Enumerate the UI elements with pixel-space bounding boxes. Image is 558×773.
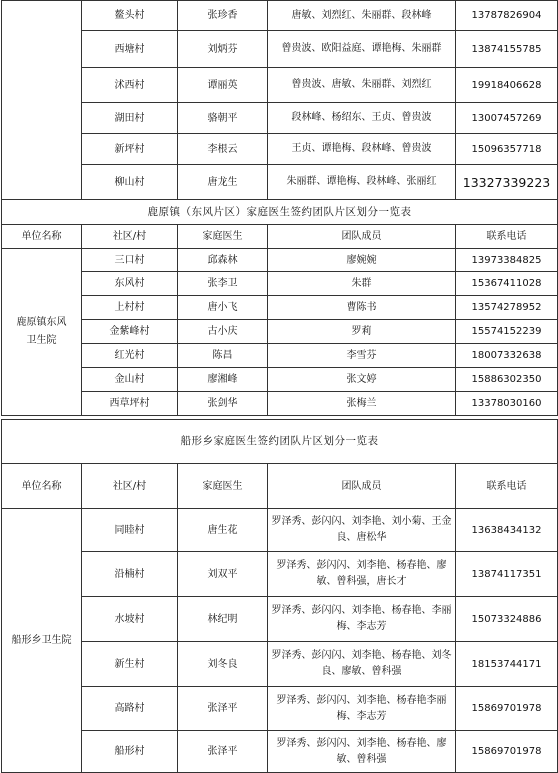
unit-cell-empty <box>2 1 82 200</box>
village-cell: 高路村 <box>82 687 178 731</box>
doctor-cell: 张剑华 <box>178 392 268 416</box>
header-doctor: 家庭医生 <box>178 225 268 249</box>
phone-cell: 13973384825 <box>456 249 558 272</box>
village-cell: 鳌头村 <box>82 1 178 31</box>
members-cell: 曹陈书 <box>268 296 456 320</box>
members-cell: 罗泽秀、彭闪闪、刘李艳、杨春艳、廖敏、曾科强，唐长才 <box>268 552 456 597</box>
village-cell: 上村村 <box>82 296 178 320</box>
doctor-cell: 林纪明 <box>178 597 268 642</box>
members-cell: 曾贵波、欧阳益庭、谭艳梅、朱丽群 <box>268 31 456 68</box>
unit-name-cell <box>2 249 82 416</box>
table-row <box>2 249 558 272</box>
members-cell: 罗泽秀、彭闪闪、刘李艳、杨春艳、李丽梅、李志芳 <box>268 597 456 642</box>
village-cell: 西草坪村 <box>82 392 178 416</box>
table-row <box>2 642 558 687</box>
phone-cell: 15869701978 <box>456 687 558 731</box>
village-cell: 沿楠村 <box>82 552 178 597</box>
members-cell: 罗泽秀、彭闪闪、刘李艳、杨春艳、廖敏、曾科强 <box>268 731 456 773</box>
village-cell: 西塘村 <box>82 31 178 68</box>
table-section-3 <box>1 419 558 773</box>
header-doctor: 家庭医生 <box>178 464 268 509</box>
table-row <box>2 344 558 368</box>
phone-cell: 15073324886 <box>456 597 558 642</box>
village-cell: 同睦村 <box>82 509 178 552</box>
phone-cell: 19918406628 <box>456 68 558 103</box>
header-village: 社区/村 <box>82 464 178 509</box>
table-row <box>2 731 558 773</box>
members-cell: 王贞、谭艳梅、段林峰、曾贵波 <box>268 134 456 165</box>
doctor-cell: 廖湘峰 <box>178 368 268 392</box>
table-row <box>2 1 558 31</box>
members-cell: 李雪芬 <box>268 344 456 368</box>
doctor-cell: 陈昌 <box>178 344 268 368</box>
village-cell: 沭西村 <box>82 68 178 103</box>
table-row <box>2 597 558 642</box>
members-cell: 唐敏、刘烈红、朱丽群、段林峰 <box>268 1 456 31</box>
table-row <box>2 368 558 392</box>
table-header-row <box>2 225 558 249</box>
members-cell: 朱丽群、谭艳梅、段林峰、张丽红 <box>268 165 456 200</box>
table-title-row <box>2 200 558 225</box>
table-header-row <box>2 464 558 509</box>
village-cell: 金山村 <box>82 368 178 392</box>
header-phone: 联系电话 <box>456 225 558 249</box>
doctor-cell: 刘双平 <box>178 552 268 597</box>
village-cell: 三口村 <box>82 249 178 272</box>
village-cell: 新坪村 <box>82 134 178 165</box>
members-cell: 罗泽秀、彭闪闪、刘李艳、杨春艳、刘冬良、廖敏、曾科强 <box>268 642 456 687</box>
table-row <box>2 134 558 165</box>
doctor-cell: 唐小飞 <box>178 296 268 320</box>
village-cell: 新生村 <box>82 642 178 687</box>
phone-cell: 13874117351 <box>456 552 558 597</box>
table-row <box>2 320 558 344</box>
table-row <box>2 296 558 320</box>
table-row <box>2 68 558 103</box>
doctor-cell: 刘炳芬 <box>178 31 268 68</box>
table-section-1 <box>1 0 558 200</box>
village-cell: 水坡村 <box>82 597 178 642</box>
doctor-cell: 邱森林 <box>178 249 268 272</box>
members-cell: 廖婉婉 <box>268 249 456 272</box>
phone-cell: 15886302350 <box>456 368 558 392</box>
doctor-cell: 唐生花 <box>178 509 268 552</box>
table-title-row <box>2 420 558 464</box>
phone-cell: 13574278952 <box>456 296 558 320</box>
doctor-cell: 谭丽英 <box>178 68 268 103</box>
village-cell: 湖田村 <box>82 103 178 134</box>
phone-cell: 13787826904 <box>456 1 558 31</box>
doctor-cell: 张泽平 <box>178 731 268 773</box>
village-cell: 金紫峰村 <box>82 320 178 344</box>
header-members: 团队成员 <box>268 464 456 509</box>
unit-name: 鹿原镇东风卫生院 <box>16 317 67 346</box>
village-cell: 东风村 <box>82 272 178 296</box>
table-row <box>2 687 558 731</box>
unit-name-cell: 船形乡卫生院 <box>2 509 82 773</box>
table-section-2 <box>1 199 558 416</box>
table-row <box>2 552 558 597</box>
phone-cell: 13638434132 <box>456 509 558 552</box>
doctor-cell: 张李卫 <box>178 272 268 296</box>
village-cell: 船形村 <box>82 731 178 773</box>
phone-cell: 15367411028 <box>456 272 558 296</box>
phone-cell: 13378030160 <box>456 392 558 416</box>
members-cell: 罗泽秀、彭闪闪、刘李艳、刘小菊、王金良、唐松华 <box>268 509 456 552</box>
members-cell: 罗莉 <box>268 320 456 344</box>
members-cell: 张梅兰 <box>268 392 456 416</box>
phone-cell: 13327339223 <box>456 165 558 200</box>
header-phone: 联系电话 <box>456 464 558 509</box>
header-unit: 单位名称 <box>2 225 82 249</box>
members-cell: 曾贵波、唐敏、朱丽群、刘烈红 <box>268 68 456 103</box>
table-row <box>2 31 558 68</box>
members-cell: 朱群 <box>268 272 456 296</box>
doctor-cell: 古小庆 <box>178 320 268 344</box>
section-title: 鹿原镇（东风片区）家庭医生签约团队片区划分一览表 <box>2 200 558 225</box>
section-title: 船形乡家庭医生签约团队片区划分一览表 <box>2 420 558 464</box>
doctor-cell: 唐龙生 <box>178 165 268 200</box>
table-row <box>2 392 558 416</box>
header-village: 社区/村 <box>82 225 178 249</box>
doctor-cell: 骆朝平 <box>178 103 268 134</box>
phone-cell: 18153744171 <box>456 642 558 687</box>
header-unit: 单位名称 <box>2 464 82 509</box>
phone-cell: 15869701978 <box>456 731 558 773</box>
doctor-cell: 李根云 <box>178 134 268 165</box>
table-row <box>2 103 558 134</box>
doctor-cell: 刘冬良 <box>178 642 268 687</box>
table-row <box>2 509 558 552</box>
village-cell: 柳山村 <box>82 165 178 200</box>
phone-cell: 13874155785 <box>456 31 558 68</box>
members-cell: 罗泽秀、彭闪闪、刘李艳、杨春艳李丽梅、李志芳 <box>268 687 456 731</box>
village-cell: 红光村 <box>82 344 178 368</box>
table-row <box>2 272 558 296</box>
phone-cell: 13007457269 <box>456 103 558 134</box>
doctor-cell: 张珍香 <box>178 1 268 31</box>
doctor-cell: 张泽平 <box>178 687 268 731</box>
members-cell: 段林峰、杨绍东、王贞、曾贵波 <box>268 103 456 134</box>
header-members: 团队成员 <box>268 225 456 249</box>
phone-cell: 15096357718 <box>456 134 558 165</box>
table-row <box>2 165 558 200</box>
members-cell: 张文婷 <box>268 368 456 392</box>
phone-cell: 15574152239 <box>456 320 558 344</box>
phone-cell: 18007332638 <box>456 344 558 368</box>
